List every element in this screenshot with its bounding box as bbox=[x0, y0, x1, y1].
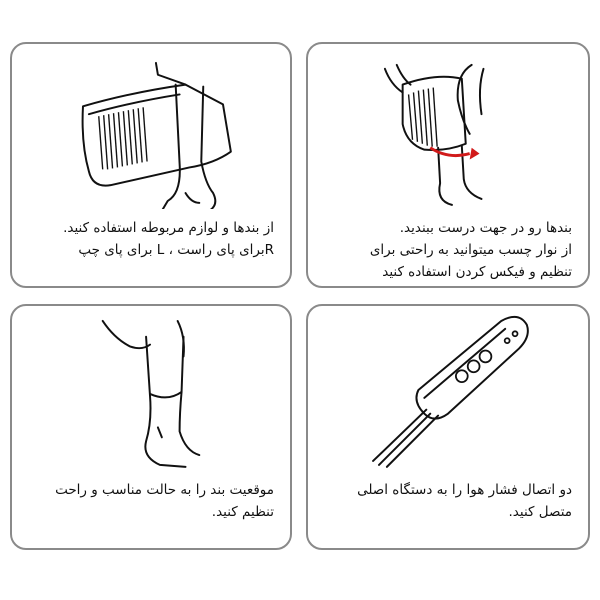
control-button-icon bbox=[505, 338, 510, 343]
control-button-icon bbox=[480, 351, 492, 363]
step-caption bbox=[22, 217, 274, 261]
step-card-select-cuff bbox=[10, 42, 292, 288]
arrow-head-icon bbox=[470, 148, 480, 160]
caption-line: تنظیم کنید. bbox=[211, 504, 274, 520]
caption-line: موقعیت بند را به حالت مناسب و راحت bbox=[55, 482, 274, 498]
caption-line: Rبرای پای راست ، L برای پای چپ bbox=[78, 242, 274, 258]
step-caption bbox=[320, 217, 572, 283]
caption-line: بندها رو در جهت درست ببندید. bbox=[399, 220, 572, 236]
control-button-icon bbox=[456, 370, 468, 382]
caption-line: از نوار چسب میتوانید به راحتی برای bbox=[369, 242, 572, 258]
fasten-strap-illustration bbox=[308, 44, 588, 209]
caption-line: از بندها و لوازم مربوطه استفاده کنید. bbox=[63, 220, 274, 236]
step-card-connect-hoses bbox=[306, 304, 590, 550]
step-card-fasten-straps bbox=[306, 42, 590, 288]
adjust-position-illustration bbox=[12, 306, 290, 471]
control-button-icon bbox=[513, 331, 518, 336]
caption-line: دو اتصال فشار هوا را به دستگاه اصلی bbox=[357, 482, 572, 498]
step-card-adjust-position bbox=[10, 304, 292, 550]
step-caption bbox=[22, 479, 274, 523]
controller-illustration bbox=[308, 306, 588, 471]
cuff-and-leg-illustration bbox=[12, 44, 290, 209]
control-button-icon bbox=[468, 360, 480, 372]
caption-line: تنظیم و فیکس کردن استفاده کنید bbox=[382, 264, 572, 280]
caption-line: متصل کنید. bbox=[508, 504, 572, 520]
step-caption bbox=[320, 479, 572, 523]
